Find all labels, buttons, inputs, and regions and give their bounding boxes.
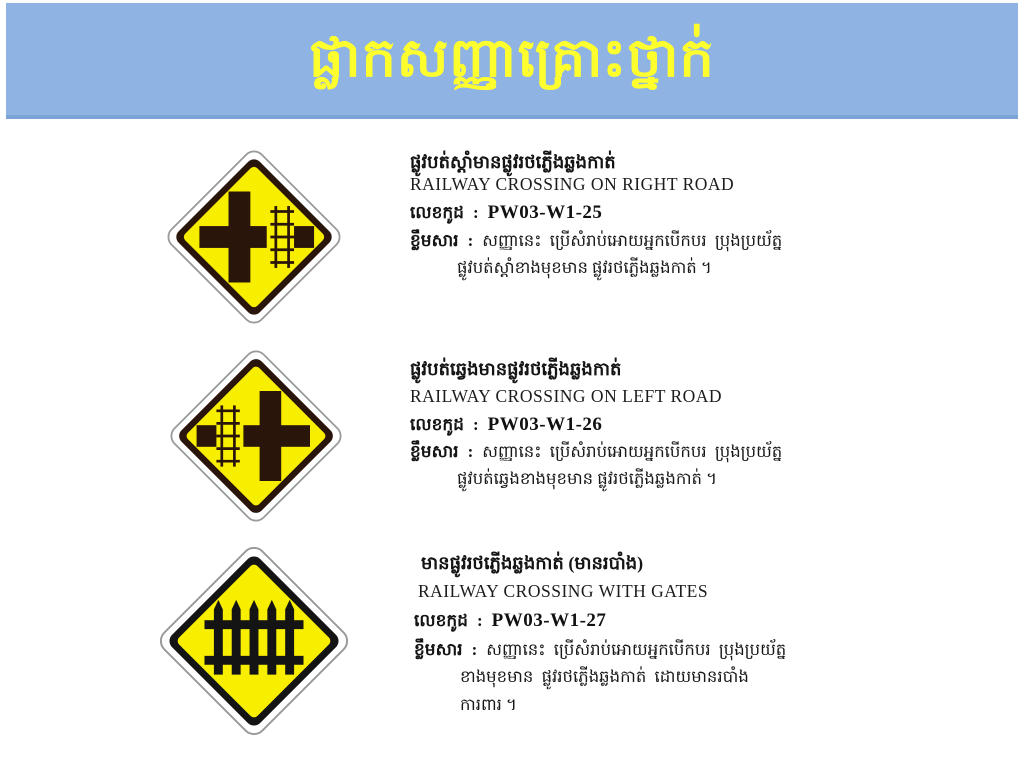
sign2-description-line2: ផ្លូវបត់ឆ្វេងខាងមុខមាន ផ្លូវរថភ្លើងឆ្លងកាត់ ។ xyxy=(457,469,718,488)
sign3-description-line1: ខ្លឹមសារ : សញ្ញានេះ ប្រើសំរាប់អោយអ្នកបើកបរ ប្រុងប្រយ័ត្ន xyxy=(414,640,787,659)
sign2-code-value: PW03-W1-26 xyxy=(487,414,603,435)
sign3-english-title: RAILWAY CROSSING WITH GATES xyxy=(418,581,709,601)
railway-crossing-on-left-road-sign xyxy=(163,346,349,531)
railway-crossing-with-gates-sign xyxy=(152,542,356,745)
railway-crossing-with-gates-sign-image xyxy=(152,542,356,740)
sign1-khmer-title: ផ្លូវបត់ស្ដាំមានផ្លូវរថភ្លើងឆ្លងកាត់ xyxy=(410,152,616,172)
code-label: លេខកូដ xyxy=(410,415,464,434)
colon-separator: : xyxy=(472,415,479,434)
sign2-english-title: RAILWAY CROSSING ON LEFT ROAD xyxy=(410,386,723,406)
colon-separator: : xyxy=(471,640,478,659)
sign1-description-line1: ខ្លឹមសារ : សញ្ញានេះ ប្រើសំរាប់អោយអ្នកបើកបរ ប្រុងប្រយ័ត្ន xyxy=(410,231,783,250)
code-label: លេខកូដ xyxy=(410,203,464,222)
colon-separator: : xyxy=(472,203,479,222)
sign3-description-line3: ការពារ ។ xyxy=(460,695,517,714)
railway-crossing-on-left-road-sign-image xyxy=(163,346,349,526)
sign3-code-value: PW03-W1-27 xyxy=(491,610,607,631)
colon-separator: : xyxy=(467,442,474,461)
railway-crossing-on-right-road-sign-image xyxy=(160,146,348,328)
code-label: លេខកូដ xyxy=(414,611,468,630)
gate-icon xyxy=(205,600,304,675)
sign3-code-line xyxy=(414,610,606,635)
sign1-code-value: PW03-W1-25 xyxy=(487,202,603,223)
sign1-english-title: RAILWAY CROSSING ON RIGHT ROAD xyxy=(410,174,735,194)
sign2-code-line xyxy=(410,414,602,439)
content-label: ខ្លឹមសារ xyxy=(410,231,459,250)
sign3-description-line2: ខាងមុខមាន ផ្លូវរថភ្លើងឆ្លងកាត់ ដោយមានរបាំង xyxy=(460,667,749,686)
title-banner xyxy=(6,3,1018,119)
railway-crossing-on-right-road-sign xyxy=(160,146,348,333)
content-label: ខ្លឹមសារ xyxy=(410,442,459,461)
sign1-code-line xyxy=(410,202,602,227)
sign1-description-line2: ផ្លូវបត់ស្ដាំខាងមុខមាន ផ្លូវរថភ្លើងឆ្លងកាត់ ។ xyxy=(457,258,712,277)
sign2-description-line1: ខ្លឹមសារ : សញ្ញានេះ ប្រើសំរាប់អោយអ្នកបើកបរ ប្រុងប្រយ័ត្ន xyxy=(410,442,783,461)
sign2-khmer-title: ផ្លូវបត់ឆ្វេងមានផ្លូវរថភ្លើងឆ្លងកាត់ xyxy=(410,359,622,379)
sign3-khmer-title: មានផ្លូវរថភ្លើងឆ្លងកាត់ (មានរបាំង) xyxy=(421,553,644,573)
content-label: ខ្លឹមសារ xyxy=(414,640,463,659)
page-title: ផ្លាកសញ្ញាគ្រោះថ្នាក់ xyxy=(309,28,715,89)
colon-separator: : xyxy=(467,231,474,250)
colon-separator: : xyxy=(476,611,483,630)
